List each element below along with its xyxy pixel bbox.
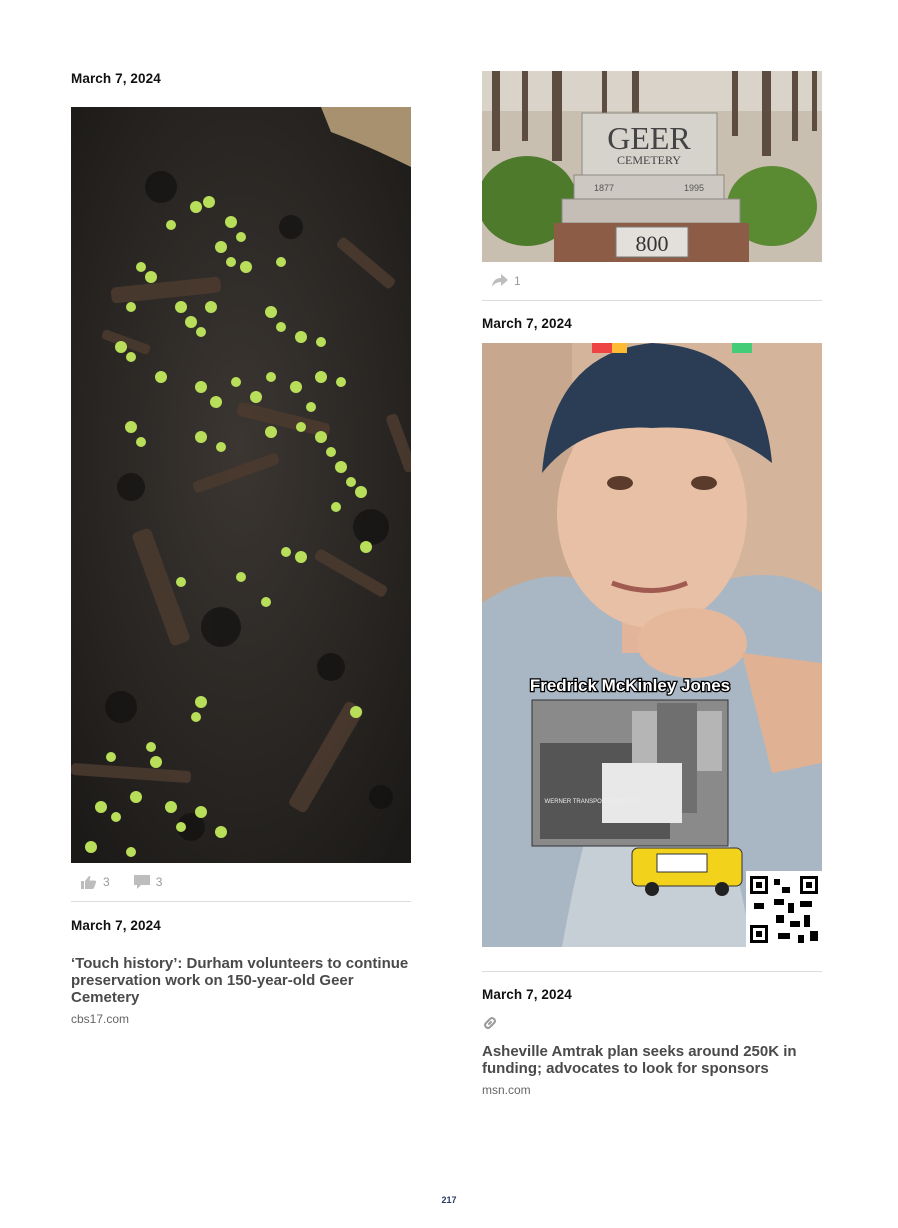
cemetery-photo[interactable] [482,71,822,262]
like-stat[interactable] [81,875,110,889]
sign-subtitle: CEMETERY [616,153,682,167]
page-number: 217 [441,1195,457,1205]
seedlings-illustration [71,107,411,863]
right-column [482,60,822,1097]
cemetery-illustration [482,71,822,262]
post-date: March 7, 2024 [71,918,161,933]
share-icon [492,274,508,288]
left-column [71,60,411,1026]
video-caption: Fredrick McKinley Jones [529,676,731,695]
thumbs-up-icon [81,875,97,889]
link-source[interactable]: msn.com [482,1083,531,1097]
link-source[interactable]: cbs17.com [71,1012,130,1026]
post-date: March 7, 2024 [71,71,161,86]
sign-year-left: 1877 [593,183,615,193]
seedlings-photo[interactable] [71,107,411,863]
sign-number: 800 [635,231,669,256]
link-icon [482,1015,498,1031]
post-stats [482,262,822,301]
comment-stat[interactable] [134,875,163,889]
video-screenshot-illustration [482,343,822,947]
share-stat[interactable] [492,274,521,288]
sign-title: GEER [607,120,691,156]
post-divider [482,947,822,972]
sign-year-right: 1995 [683,183,705,193]
comment-icon [134,875,150,889]
truck-text: WERNER TRANSPORTATION CO. [544,799,640,805]
link-icon-wrapper[interactable] [482,1015,822,1033]
link-title[interactable]: ‘Touch history’: Durham volunteers to continue preservation work on 150-year-old Geer Cemetery [71,955,409,1006]
like-count: 3 [103,875,110,889]
link-title[interactable]: Asheville Amtrak plan seeks around 250K in funding; advocates to look for sponsors [482,1043,797,1077]
post-date: March 7, 2024 [482,987,572,1002]
post-stats [71,863,411,902]
share-count: 1 [514,274,521,288]
comment-count: 3 [155,875,163,889]
post-date: March 7, 2024 [482,316,572,331]
video-screenshot-photo[interactable] [482,343,822,947]
